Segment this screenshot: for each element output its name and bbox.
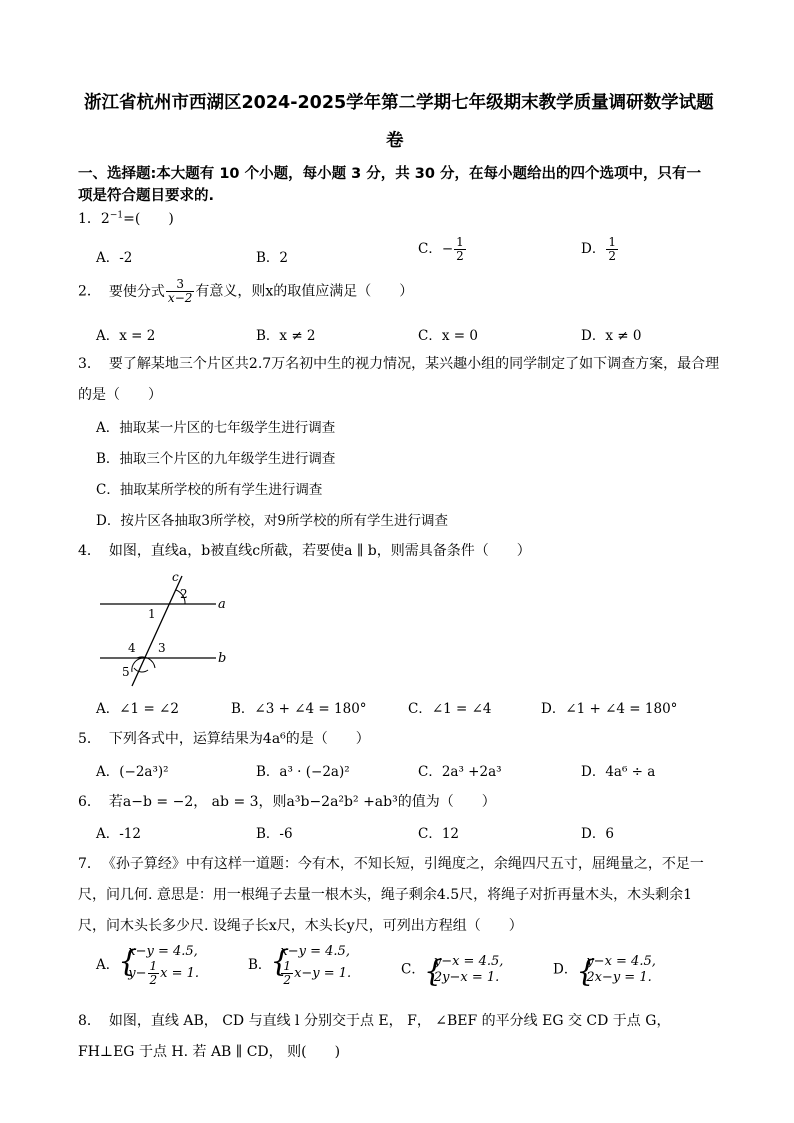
question-7-stem-line-2: 尺，问几何. 意思是：用一根绳子去量一根木头，绳子剩余4.5尺，将绳子对折再量木头，木头剩余1 (78, 887, 693, 903)
question-7-option-a[interactable] (96, 944, 199, 987)
label-angle-3: 3 (158, 641, 166, 655)
option-label: B． (248, 957, 272, 973)
question-number: 6． (78, 794, 101, 810)
label-angle-4: 4 (128, 641, 136, 655)
question-1-option-b[interactable]: B．2 (256, 250, 289, 266)
term: x−y = 1. (294, 966, 352, 981)
numerator: 1 (149, 959, 158, 973)
label-b: b (218, 651, 227, 666)
question-8-stem (78, 1010, 670, 1030)
option-label: C．− (418, 241, 454, 257)
fraction (606, 236, 618, 263)
question-2-option-b[interactable]: B．x ≠ 2 (256, 328, 316, 344)
question-2-option-a[interactable]: A．x = 2 (96, 328, 156, 344)
label-a: a (218, 597, 226, 612)
question-7-option-b[interactable] (248, 944, 351, 987)
question-4-option-a[interactable]: A．∠1 = ∠2 (96, 701, 179, 717)
question-3-stem-continued: 的是（ ） (78, 387, 162, 403)
page-title-continued: 卷 (386, 131, 404, 151)
equation-row: { y−x = 4.5, (433, 954, 504, 969)
question-number: 4． (78, 543, 101, 559)
question-3-option-c[interactable]: C．抽取某所学校的所有学生进行调查 (96, 482, 323, 498)
question-7-option-c[interactable] (401, 954, 503, 986)
equation-row (128, 960, 199, 987)
base: 2 (100, 211, 110, 227)
stem-line-1: 《孙子算经》中有这样一道题：今有木，不知长短，引绳度之，余绳四尺五寸，屈绳量之，不足一 (108, 856, 704, 872)
parallel-lines-figure (96, 568, 246, 690)
question-4-option-d[interactable]: D．∠1 + ∠4 = 180° (541, 701, 678, 717)
option-label: D． (581, 241, 606, 257)
question-3-option-d[interactable]: D．按片区各抽取3所学校，对9所学校的所有学生进行调查 (96, 513, 449, 529)
label-angle-2: 2 (180, 587, 188, 601)
question-6-option-b[interactable]: B．-6 (256, 826, 293, 842)
question-1-stem (78, 208, 174, 228)
question-5-option-a[interactable]: A．(−2a³)² (96, 764, 169, 780)
stem-text: 下列各式中，运算结果为4a⁶的是（ ） (108, 731, 370, 747)
option-label: C． (401, 961, 425, 978)
stem-pre: 要使分式 (108, 283, 165, 300)
equation-system (119, 944, 199, 987)
question-6-option-d[interactable]: D．6 (581, 826, 614, 842)
denominator: 2 (608, 249, 616, 263)
fraction (166, 278, 194, 305)
numerator: 3 (166, 278, 194, 292)
question-7-stem-line-3: 尺，问木头长多少尺. 设绳子长x尺，木头长y尺，可列出方程组（ ） (78, 918, 523, 934)
denominator: 2 (149, 973, 158, 987)
question-4-stem (78, 540, 531, 560)
question-5-option-d[interactable]: D．4a⁶ ÷ a (581, 764, 656, 780)
equation-system (577, 954, 656, 986)
question-7-stem (78, 853, 704, 873)
page-title: 浙江省杭州市西湖区2024-2025学年第二学期七年级期末教学质量调研数学试题 (84, 93, 714, 113)
denominator: 2 (283, 973, 292, 987)
label-angle-5: 5 (122, 665, 130, 679)
term: y− (128, 966, 147, 981)
question-6-option-c[interactable]: C．12 (418, 826, 460, 842)
question-6-option-a[interactable]: A．-12 (96, 826, 141, 842)
numerator: 1 (456, 235, 464, 249)
question-1-option-a[interactable]: A．-2 (96, 250, 133, 266)
question-5-stem (78, 728, 370, 748)
question-3-stem (78, 353, 719, 373)
denominator: 2 (456, 249, 464, 263)
equation-row: { x−y = 4.5, (128, 944, 198, 959)
numerator: 1 (283, 959, 292, 973)
question-3-option-a[interactable]: A．抽取某一片区的七年级学生进行调查 (96, 420, 336, 436)
section-header: 一、选择题:本大题有 10 个小题，每小题 3 分，共 30 分，在每小题给出的四个选项中，只有一 (78, 166, 702, 182)
question-2-stem (78, 278, 413, 305)
equation-row: 2x−y = 1. (586, 970, 652, 985)
question-number: 5． (78, 731, 101, 747)
question-number: 7． (78, 856, 101, 872)
question-number: 8． (78, 1013, 101, 1029)
question-3-option-b[interactable]: B．抽取三个片区的九年级学生进行调查 (96, 451, 336, 467)
equation-system (271, 944, 351, 987)
fraction (454, 236, 466, 263)
numerator: 1 (608, 235, 616, 249)
label-c: c (172, 570, 179, 584)
equation-row: { x−y = 4.5, (280, 944, 350, 959)
fraction (148, 960, 160, 987)
option-label: D． (553, 961, 578, 978)
question-6-stem (78, 791, 496, 811)
section-header-continued: 项是符合题目要求的. (78, 188, 215, 204)
stem-tail: =( ) (123, 211, 174, 227)
fraction (281, 960, 293, 987)
question-5-option-c[interactable]: C．2a³ +2a³ (418, 764, 502, 780)
label-angle-1: 1 (148, 607, 156, 621)
question-5-option-b[interactable]: B．a³ · (−2a)² (256, 764, 350, 780)
line-c (132, 576, 182, 686)
question-7-option-d[interactable] (553, 954, 656, 986)
option-label: A． (96, 957, 120, 973)
equation-row (280, 960, 351, 987)
stem-line-1: 如图，直线 AB， CD 与直线 l 分别交于点 E， F， ∠BEF 的平分线 EG 交 CD 于点 G， (108, 1013, 671, 1029)
stem-text: 如图，直线a，b被直线c所截，若要使a ∥ b，则需具备条件（ ） (108, 543, 531, 559)
question-2-option-d[interactable]: D．x ≠ 0 (581, 328, 642, 344)
question-number: 3． (78, 356, 101, 372)
question-4-option-c[interactable]: C．∠1 = ∠4 (408, 701, 492, 717)
term: x = 1. (160, 966, 200, 981)
exponent: −1 (109, 210, 124, 221)
stem-line-1: 要了解某地三个片区共2.7万名初中生的视力情况，某兴趣小组的同学制定了如下调查方案，最合理 (108, 356, 720, 372)
question-number: 2． (78, 283, 101, 300)
equation-system (425, 954, 504, 986)
question-1-option-d[interactable] (581, 236, 619, 263)
question-number: 1． (78, 211, 101, 227)
question-1-option-c[interactable] (418, 236, 467, 263)
question-4-option-b[interactable]: B．∠3 + ∠4 = 180° (231, 701, 367, 717)
question-8-stem-line-2: FH⊥EG 于点 H. 若 AB ∥ CD， 则( ) (78, 1044, 341, 1060)
question-2-option-c[interactable]: C．x = 0 (418, 328, 478, 344)
equation-row: { y−x = 4.5, (586, 954, 656, 969)
equation-row: 2y−x = 1. (433, 970, 500, 985)
stem-text: 若a−b = −2， ab = 3，则a³b−2a²b² +ab³的值为（ ） (108, 794, 496, 810)
stem-post: 有意义，则x的取值应满足（ ） (195, 283, 414, 300)
angle-5-arc (134, 668, 148, 672)
denominator: x−2 (167, 291, 193, 305)
